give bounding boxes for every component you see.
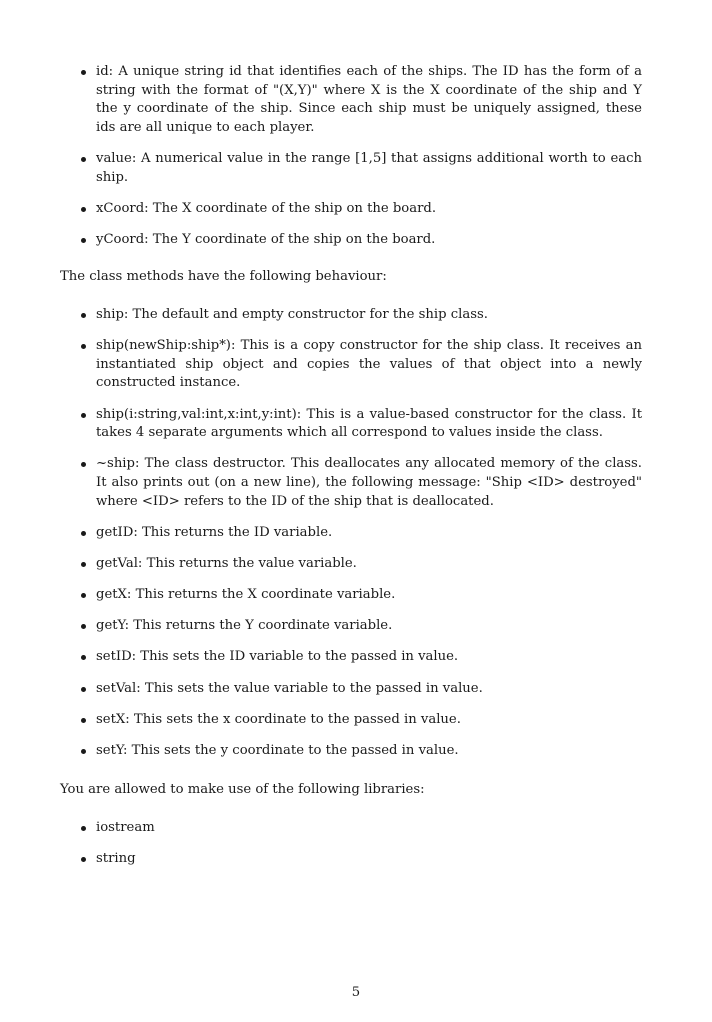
methods-list (78, 306, 642, 761)
list-item-id: id: A unique string id that identifies each of the ships. The ID has the form of a string with the format of "(X,Y)" where X is the X coordinate of the ship and Y the y coordinate of the ship. Since each ship must be uniquely assigned, these ids are all unique to each player. (78, 63, 642, 137)
libraries-list (78, 819, 642, 869)
list-item-getx: getX: This returns the X coordinate variable. (78, 586, 642, 605)
list-item-value-constructor: ship(i:string,val:int,x:int,y:int): This is a value-based constructor for the class. It takes 4 separate arguments which all correspond to values inside the class. (78, 406, 642, 443)
list-item-ycoord: yCoord: The Y coordinate of the ship on the board. (78, 231, 642, 250)
list-item-string: string (78, 850, 642, 869)
libraries-intro: You are allowed to make use of the following libraries: (60, 782, 425, 797)
list-item-gety: getY: This returns the Y coordinate variable. (78, 617, 642, 636)
list-item-getval: getVal: This returns the value variable. (78, 555, 642, 574)
list-item-default-constructor: ship: The default and empty constructor for the ship class. (78, 306, 642, 325)
list-item-destructor: ~ship: The class destructor. This deallocates any allocated memory of the class. It also prints out (on a new line), the following message: "Ship <ID> destroyed" where <ID> refers to the ID of the ship that is deallocated. (78, 455, 642, 511)
attributes-list (78, 63, 642, 250)
list-item-xcoord: xCoord: The X coordinate of the ship on the board. (78, 200, 642, 219)
list-item-value: value: A numerical value in the range [1,5] that assigns additional worth to each ship. (78, 150, 642, 187)
methods-intro: The class methods have the following behaviour: (60, 269, 387, 284)
page-number: 5 (351, 985, 361, 1000)
list-item-setid: setID: This sets the ID variable to the passed in value. (78, 648, 642, 667)
list-item-getid: getID: This returns the ID variable. (78, 524, 642, 543)
list-item-setx: setX: This sets the x coordinate to the passed in value. (78, 711, 642, 730)
list-item-setval: setVal: This sets the value variable to the passed in value. (78, 680, 642, 699)
list-item-sety: setY: This sets the y coordinate to the passed in value. (78, 742, 642, 761)
list-item-iostream: iostream (78, 819, 642, 838)
list-item-copy-constructor: ship(newShip:ship*): This is a copy constructor for the ship class. It receives an instantiated ship object and copies the values of that object into a newly constructed instance. (78, 337, 642, 393)
